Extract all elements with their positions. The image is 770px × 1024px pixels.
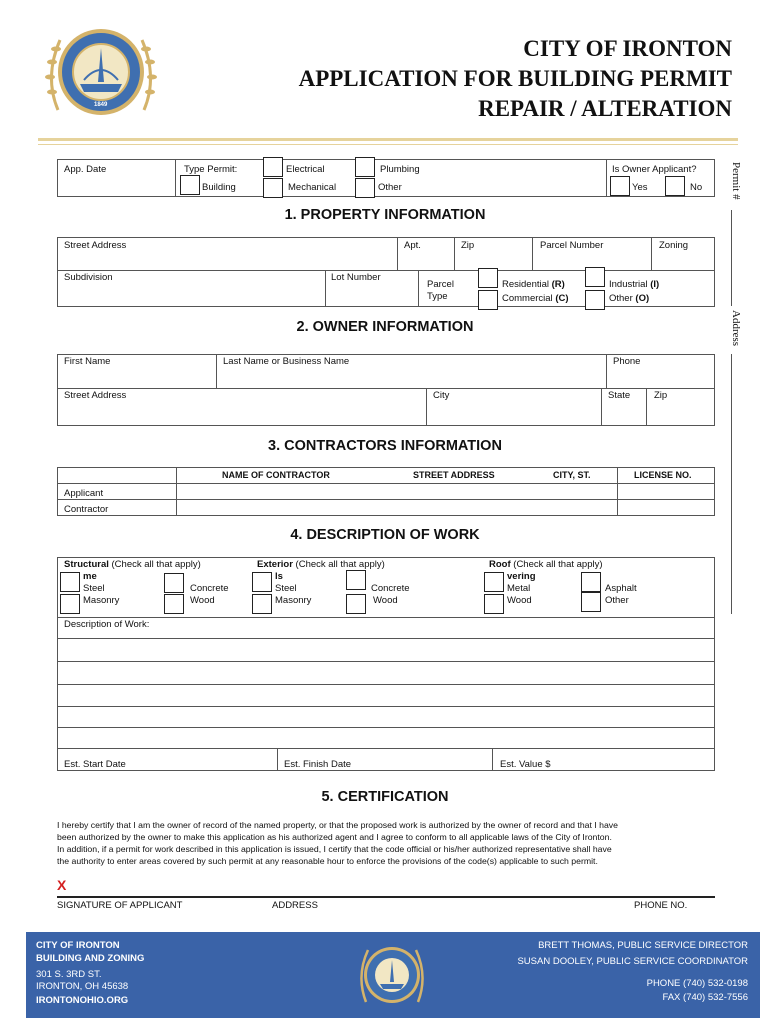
contractors-heading: 3. CONTRACTORS INFORMATION: [268, 438, 502, 454]
side-permit-label: Permit #: [730, 162, 742, 200]
exterior-label: Exterior (Check all that apply): [257, 559, 385, 570]
col-street-address: STREET ADDRESS: [413, 470, 495, 480]
owner-div-last: [216, 354, 217, 388]
work-line-5: [57, 706, 715, 707]
parcel-number-label: Parcel Number: [540, 240, 604, 251]
footer-street: 301 S. 3RD ST.: [36, 969, 102, 980]
frame-label: me: [83, 571, 97, 582]
owner-yes-checkbox[interactable]: [610, 176, 630, 196]
roof-other-label: Other: [605, 595, 629, 606]
building-label: Building: [202, 182, 236, 193]
side-permit-line: [731, 210, 732, 306]
col-city-st: CITY, ST.: [553, 470, 591, 480]
est-value-label: Est. Value $: [500, 759, 551, 770]
contractors-div-name: [176, 467, 177, 516]
owner-div-phone: [606, 354, 607, 388]
owner-div-zip: [646, 388, 647, 426]
property-div-zip: [454, 237, 455, 270]
parcel-type-label-1: Parcel: [427, 279, 454, 290]
mechanical-checkbox[interactable]: [263, 178, 283, 198]
roof-metal-label: Metal: [507, 583, 531, 594]
top-row-divider-2: [606, 159, 607, 197]
property-street-label: Street Address: [64, 240, 127, 251]
certification-text-1: I hereby certify that I am the owner of record of the named property, or that the proposed work is authorized by the owner of record and that I have: [57, 820, 618, 830]
other-parcel-checkbox[interactable]: [585, 290, 605, 310]
owner-heading: 2. OWNER INFORMATION: [296, 319, 474, 335]
plumbing-checkbox[interactable]: [355, 157, 375, 177]
signature-line[interactable]: [57, 896, 715, 898]
header-divider-thin: [38, 144, 738, 145]
exterior-concrete-checkbox[interactable]: [346, 570, 366, 590]
exterior-masonry-label: Masonry: [275, 595, 312, 606]
other-permit-label: Other: [378, 182, 402, 193]
exterior-masonry-checkbox[interactable]: [252, 594, 272, 614]
footer-dept-2: BUILDING AND ZONING: [36, 953, 145, 964]
roof-asphalt-label: Asphalt: [605, 583, 637, 594]
work-line-2: [57, 638, 715, 639]
contractors-div-license: [617, 467, 618, 516]
footer-coordinator: SUSAN DOOLEY, PUBLIC SERVICE COORDINATOR: [517, 956, 748, 967]
footer-seal: [356, 938, 428, 1012]
page-title-line3: REPAIR / ALTERATION: [478, 96, 732, 121]
footer-website[interactable]: IRONTONOHIO.ORG: [36, 995, 129, 1006]
building-checkbox[interactable]: [180, 175, 200, 195]
other-permit-checkbox[interactable]: [355, 178, 375, 198]
roof-metal-checkbox[interactable]: [484, 572, 504, 592]
est-start-date-label: Est. Start Date: [64, 759, 126, 770]
parcel-type-label-2: Type: [427, 291, 448, 302]
footer-director: BRETT THOMAS, PUBLIC SERVICE DIRECTOR: [538, 940, 748, 951]
certification-text-2: been authorized by the owner to make this application as his authorized agent and I agree to conform to all applicable laws of the City of Ironton.: [57, 832, 612, 842]
industrial-checkbox[interactable]: [585, 267, 605, 287]
property-apt-label: Apt.: [404, 240, 421, 251]
residential-checkbox[interactable]: [478, 268, 498, 288]
work-div-finish: [277, 748, 278, 771]
structural-masonry-checkbox[interactable]: [60, 594, 80, 614]
page-title-line1: CITY OF IRONTON: [523, 36, 732, 61]
owner-street-label: Street Address: [64, 390, 127, 401]
property-zip-label: Zip: [461, 240, 475, 251]
structural-steel-checkbox[interactable]: [60, 572, 80, 592]
footer-bar: [26, 932, 760, 1018]
owner-zip-label: Zip: [654, 390, 668, 401]
owner-state-label: State: [608, 390, 631, 401]
owner-row-divider: [57, 388, 715, 389]
owner-phone-label: Phone: [613, 356, 641, 367]
structural-masonry-label: Masonry: [83, 595, 120, 606]
owner-yes-label: Yes: [632, 182, 648, 193]
property-row-divider: [57, 270, 715, 271]
exterior-concrete-label: Concrete: [371, 583, 410, 594]
last-name-label: Last Name or Business Name: [223, 356, 350, 367]
industrial-label: Industrial (I): [609, 279, 660, 290]
property-div-type: [418, 270, 419, 307]
certification-text-3: In addition, if a permit for work described in this application is issued, I certify that the code official or his/her authorized representative shall have: [57, 844, 612, 854]
walls-label: ls: [275, 571, 283, 582]
structural-concrete-checkbox[interactable]: [164, 573, 184, 593]
page-title-line2: APPLICATION FOR BUILDING PERMIT: [298, 66, 732, 91]
owner-city-label: City: [433, 390, 450, 401]
commercial-label: Commercial (C): [502, 293, 569, 304]
signature-x-mark: X: [57, 877, 67, 893]
exterior-steel-checkbox[interactable]: [252, 572, 272, 592]
exterior-steel-label: Steel: [275, 583, 297, 594]
work-line-6: [57, 727, 715, 728]
structural-steel-label: Steel: [83, 583, 105, 594]
lot-number-label: Lot Number: [331, 272, 381, 283]
property-div-lot: [325, 270, 326, 307]
property-heading: 1. PROPERTY INFORMATION: [284, 207, 486, 223]
roof-wood-label: Wood: [507, 595, 532, 606]
row-applicant: Applicant: [64, 488, 104, 499]
electrical-label: Electrical: [286, 164, 325, 175]
structural-wood-label: Wood: [190, 595, 215, 606]
roof-label: Roof (Check all that apply): [489, 559, 603, 570]
description-of-work-label: Description of Work:: [64, 619, 150, 630]
certification-heading: 5. CERTIFICATION: [321, 789, 449, 805]
col-name-of-contractor: NAME OF CONTRACTOR: [222, 470, 330, 480]
seal-year: 1849: [94, 102, 108, 108]
work-div-value: [492, 748, 493, 771]
col-license-no: LICENSE NO.: [634, 470, 692, 480]
residential-label: Residential (R): [502, 279, 565, 290]
property-div-apt: [397, 237, 398, 270]
owner-no-checkbox[interactable]: [665, 176, 685, 196]
owner-div-city: [426, 388, 427, 426]
structural-wood-checkbox[interactable]: [164, 594, 184, 614]
owner-applicant-label: Is Owner Applicant?: [612, 164, 697, 175]
roof-wood-checkbox[interactable]: [484, 594, 504, 614]
est-finish-date-label: Est. Finish Date: [284, 759, 352, 770]
first-name-label: First Name: [64, 356, 111, 367]
footer-fax: FAX (740) 532-7556: [662, 992, 748, 1003]
exterior-wood-checkbox[interactable]: [346, 594, 366, 614]
electrical-checkbox[interactable]: [263, 157, 283, 177]
footer-phone: PHONE (740) 532-0198: [646, 978, 748, 989]
structural-concrete-label: Concrete: [190, 583, 229, 594]
work-line-1: [57, 617, 715, 618]
structural-label: Structural (Check all that apply): [64, 559, 201, 570]
work-line-4: [57, 684, 715, 685]
app-date-label: App. Date: [64, 164, 107, 175]
exterior-wood-label: Wood: [373, 595, 398, 606]
work-line-7: [57, 748, 715, 749]
zoning-label: Zoning: [659, 240, 689, 251]
covering-label: vering: [507, 571, 536, 582]
plumbing-label: Plumbing: [380, 164, 420, 175]
work-line-3: [57, 661, 715, 662]
top-row-divider-1: [175, 159, 176, 197]
owner-div-state: [601, 388, 602, 426]
other-parcel-label: Other (O): [609, 293, 650, 304]
certification-text-4: the authority to enter areas covered by such permit at any reasonable hour to enforce the provisions of the code(s) applicable to such permit.: [57, 856, 598, 866]
subdivision-label: Subdivision: [64, 272, 113, 283]
address-label: ADDRESS: [272, 900, 318, 911]
property-div-parcel: [532, 237, 533, 270]
side-address-line: [731, 354, 732, 614]
owner-no-label: No: [690, 182, 703, 193]
mechanical-label: Mechanical: [288, 182, 337, 193]
footer-city: IRONTON, OH 45638: [36, 981, 129, 992]
side-address-label: Address: [730, 310, 742, 347]
roof-asphalt-checkbox[interactable]: [581, 572, 601, 592]
phone-no-label: PHONE NO.: [634, 900, 688, 911]
commercial-checkbox[interactable]: [478, 290, 498, 310]
work-heading: 4. DESCRIPTION OF WORK: [290, 527, 480, 543]
signature-label: SIGNATURE OF APPLICANT: [57, 900, 183, 911]
property-div-zoning: [651, 237, 652, 270]
type-permit-label: Type Permit:: [184, 164, 238, 175]
roof-other-checkbox[interactable]: [581, 592, 601, 612]
footer-dept-1: CITY OF IRONTON: [36, 940, 120, 951]
header-divider: [38, 138, 738, 141]
row-contractor: Contractor: [64, 504, 109, 515]
